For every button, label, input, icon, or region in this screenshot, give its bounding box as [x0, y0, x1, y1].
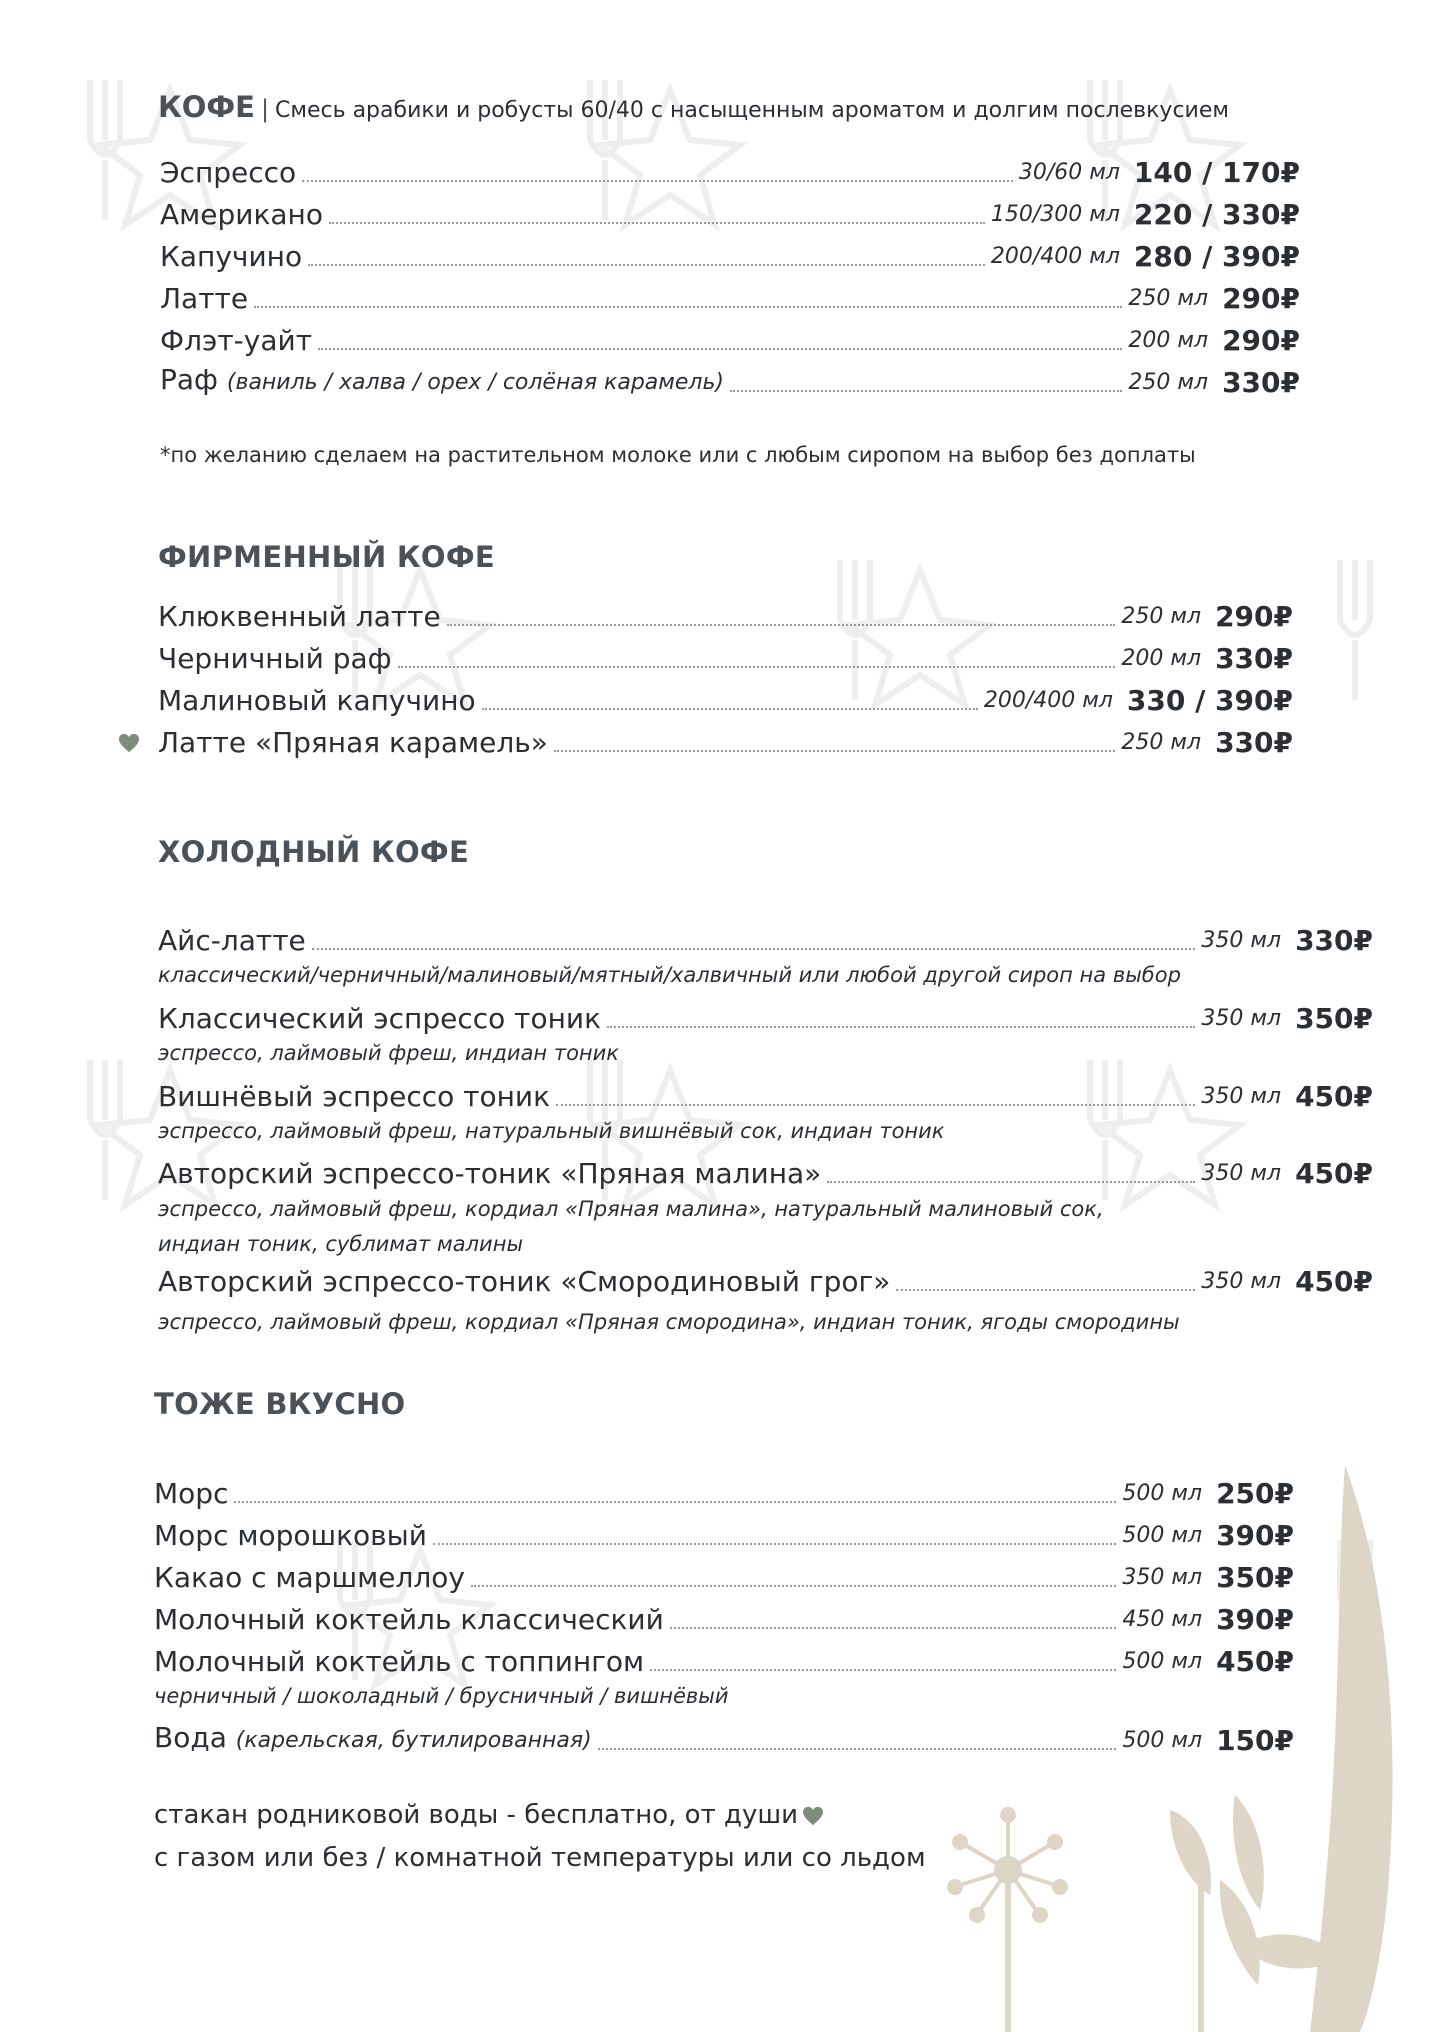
item-name: Латте «Пряная карамель» [158, 726, 548, 759]
menu-item [160, 276, 1300, 316]
item-name-text: Вода [154, 1721, 227, 1754]
item-price: 250₽ [1216, 1477, 1294, 1510]
item-name: Флэт-уайт [160, 324, 313, 357]
leader-dots [254, 306, 1122, 308]
menu-item [158, 918, 1373, 958]
item-price: 390₽ [1216, 1603, 1294, 1636]
leader-dots [471, 1585, 1116, 1587]
item-description: эспрессо, лаймовый фреш, кордиал «Пряная малина», натуральный малиновый сок, [158, 1197, 1104, 1221]
item-name-text: Раф [160, 363, 218, 396]
footer-line-1 [154, 1800, 824, 1830]
menu-item [158, 1074, 1373, 1114]
item-price: 450₽ [1295, 1265, 1373, 1298]
leader-dots [650, 1669, 1116, 1671]
menu-item [158, 1151, 1373, 1191]
leader-dots [730, 390, 1122, 392]
item-name: Классический эспрессо тоник [158, 1002, 602, 1035]
menu-item [158, 594, 1293, 634]
menu-item [154, 1718, 1294, 1758]
item-description: эспрессо, лаймовый фреш, индиан тоник [158, 1041, 619, 1065]
item-description: эспрессо, лаймовый фреш, кордиал «Пряная смородина», индиан тоник, ягоды смородины [158, 1310, 1180, 1334]
item-price: 140 / 170₽ [1133, 156, 1300, 189]
item-volume: 250 мл [1128, 286, 1209, 311]
item-price: 290₽ [1222, 282, 1300, 315]
leader-dots [607, 1026, 1195, 1028]
item-price: 330₽ [1215, 726, 1293, 759]
item-name: Капучино [160, 240, 303, 273]
item-volume: 500 мл [1122, 1523, 1203, 1548]
item-volume: 350 мл [1201, 1084, 1282, 1109]
item-name: Вишнёвый эспрессо тоник [158, 1080, 551, 1113]
item-volume: 500 мл [1122, 1481, 1203, 1506]
leader-dots [556, 1104, 1195, 1106]
item-name [154, 1721, 592, 1758]
menu-item [154, 1555, 1294, 1595]
menu-item [158, 996, 1373, 1036]
menu-item [160, 318, 1300, 358]
item-volume: 350 мл [1201, 1006, 1282, 1031]
item-price: 290₽ [1215, 600, 1293, 633]
coffee-section-header [158, 90, 1229, 124]
leader-dots [308, 264, 985, 266]
signature-section-title: ФИРМЕННЫЙ КОФЕ [158, 540, 496, 574]
menu-item [158, 720, 1293, 760]
menu-item [158, 1259, 1373, 1299]
item-options: (ваниль / халва / орех / солёная карамель) [226, 370, 725, 395]
leader-dots [554, 750, 1116, 752]
item-volume: 200/400 мл [990, 244, 1120, 269]
item-price: 330 / 390₽ [1126, 684, 1293, 717]
item-name: Американо [160, 198, 323, 231]
coffee-section-description: Смесь арабики и робусты 60/40 с насыщенным ароматом и долгим послевкусием [275, 98, 1229, 123]
coffee-section-title: КОФЕ [158, 90, 255, 124]
item-price: 330₽ [1222, 366, 1300, 399]
item-price: 390₽ [1216, 1519, 1294, 1552]
item-description: классический/черничный/малиновый/мятный/халвичный или любой другой сироп на выбор [158, 963, 1181, 987]
coffee-note: *по желанию сделаем на растительном молоке или с любым сиропом на выбор без доплаты [160, 443, 1196, 467]
item-price: 350₽ [1295, 1002, 1373, 1035]
item-name: Молочный коктейль с топпингом [154, 1645, 645, 1678]
item-volume: 450 мл [1122, 1607, 1203, 1632]
item-price: 450₽ [1216, 1645, 1294, 1678]
item-name: Молочный коктейль классический [154, 1603, 664, 1636]
item-price: 280 / 390₽ [1133, 240, 1300, 273]
menu-item [160, 192, 1300, 232]
leader-dots [447, 624, 1116, 626]
item-volume: 500 мл [1122, 1728, 1203, 1753]
leader-dots [670, 1627, 1117, 1629]
item-name: Какао с маршмеллоу [154, 1561, 465, 1594]
item-volume: 350 мл [1201, 1269, 1282, 1294]
item-volume: 250 мл [1121, 604, 1202, 629]
cold-section-title: ХОЛОДНЫЙ КОФЕ [158, 835, 470, 869]
item-price: 330₽ [1215, 642, 1293, 675]
item-name: Авторский эспрессо-тоник «Пряная малина» [158, 1157, 822, 1190]
leader-dots [598, 1748, 1117, 1750]
item-volume: 350 мл [1201, 928, 1282, 953]
item-name: Латте [160, 282, 249, 315]
item-name [160, 363, 724, 400]
item-volume: 500 мл [1122, 1649, 1203, 1674]
item-price: 450₽ [1295, 1080, 1373, 1113]
leader-dots [234, 1501, 1116, 1503]
leader-dots [302, 180, 1013, 182]
menu-item [158, 636, 1293, 676]
menu-item [154, 1471, 1294, 1511]
leader-dots [827, 1181, 1195, 1183]
heart-icon [802, 1806, 824, 1826]
menu-item [160, 234, 1300, 274]
header-separator: | [260, 95, 270, 123]
item-name: Авторский эспрессо-тоник «Смородиновый грог» [158, 1265, 891, 1298]
leader-dots [329, 222, 985, 224]
item-price: 290₽ [1222, 324, 1300, 357]
leader-dots [398, 666, 1116, 668]
leader-dots [318, 348, 1122, 350]
dandelion-illustration [949, 1809, 1066, 1921]
menu-item [154, 1597, 1294, 1637]
item-volume: 150/300 мл [990, 202, 1120, 227]
footer-line-1-text: стакан родниковой воды - бесплатно, от души [154, 1800, 799, 1830]
item-price: 350₽ [1216, 1561, 1294, 1594]
menu-item [154, 1639, 1294, 1679]
item-volume: 200/400 мл [983, 688, 1113, 713]
menu-item [158, 678, 1293, 718]
item-price: 150₽ [1216, 1724, 1294, 1757]
menu-item [154, 1513, 1294, 1553]
leader-dots [433, 1543, 1116, 1545]
item-name: Айс-латте [158, 924, 306, 957]
item-description: черничный / шоколадный / брусничный / вишнёвый [154, 1684, 729, 1708]
item-volume: 30/60 мл [1018, 160, 1120, 185]
item-price: 330₽ [1295, 924, 1373, 957]
item-name: Эспрессо [160, 156, 297, 189]
item-volume: 350 мл [1122, 1565, 1203, 1590]
item-name: Морс [154, 1477, 229, 1510]
item-volume: 250 мл [1121, 730, 1202, 755]
menu-item [160, 150, 1300, 190]
item-volume: 250 мл [1128, 370, 1209, 395]
heart-icon [118, 732, 140, 754]
item-description-continued: индиан тоник, сублимат малины [158, 1232, 524, 1256]
item-price: 220 / 330₽ [1133, 198, 1300, 231]
also-section-title: ТОЖЕ ВКУСНО [154, 1387, 406, 1421]
menu-item [160, 360, 1300, 400]
item-volume: 200 мл [1128, 328, 1209, 353]
item-volume: 200 мл [1121, 646, 1202, 671]
item-price: 450₽ [1295, 1157, 1373, 1190]
item-name: Морс морошковый [154, 1519, 427, 1552]
footer-line-2: с газом или без / комнатной температуры или со льдом [154, 1843, 926, 1873]
leader-dots [896, 1289, 1195, 1291]
leader-dots [482, 708, 978, 710]
item-options: (карельская, бутилированная) [235, 1728, 592, 1753]
item-volume: 350 мл [1201, 1161, 1282, 1186]
item-description: эспрессо, лаймовый фреш, натуральный вишнёвый сок, индиан тоник [158, 1119, 945, 1143]
item-name: Малиновый капучино [158, 684, 476, 717]
leader-dots [312, 948, 1196, 950]
item-name: Клюквенный латте [158, 600, 441, 633]
item-name: Черничный раф [158, 642, 392, 675]
